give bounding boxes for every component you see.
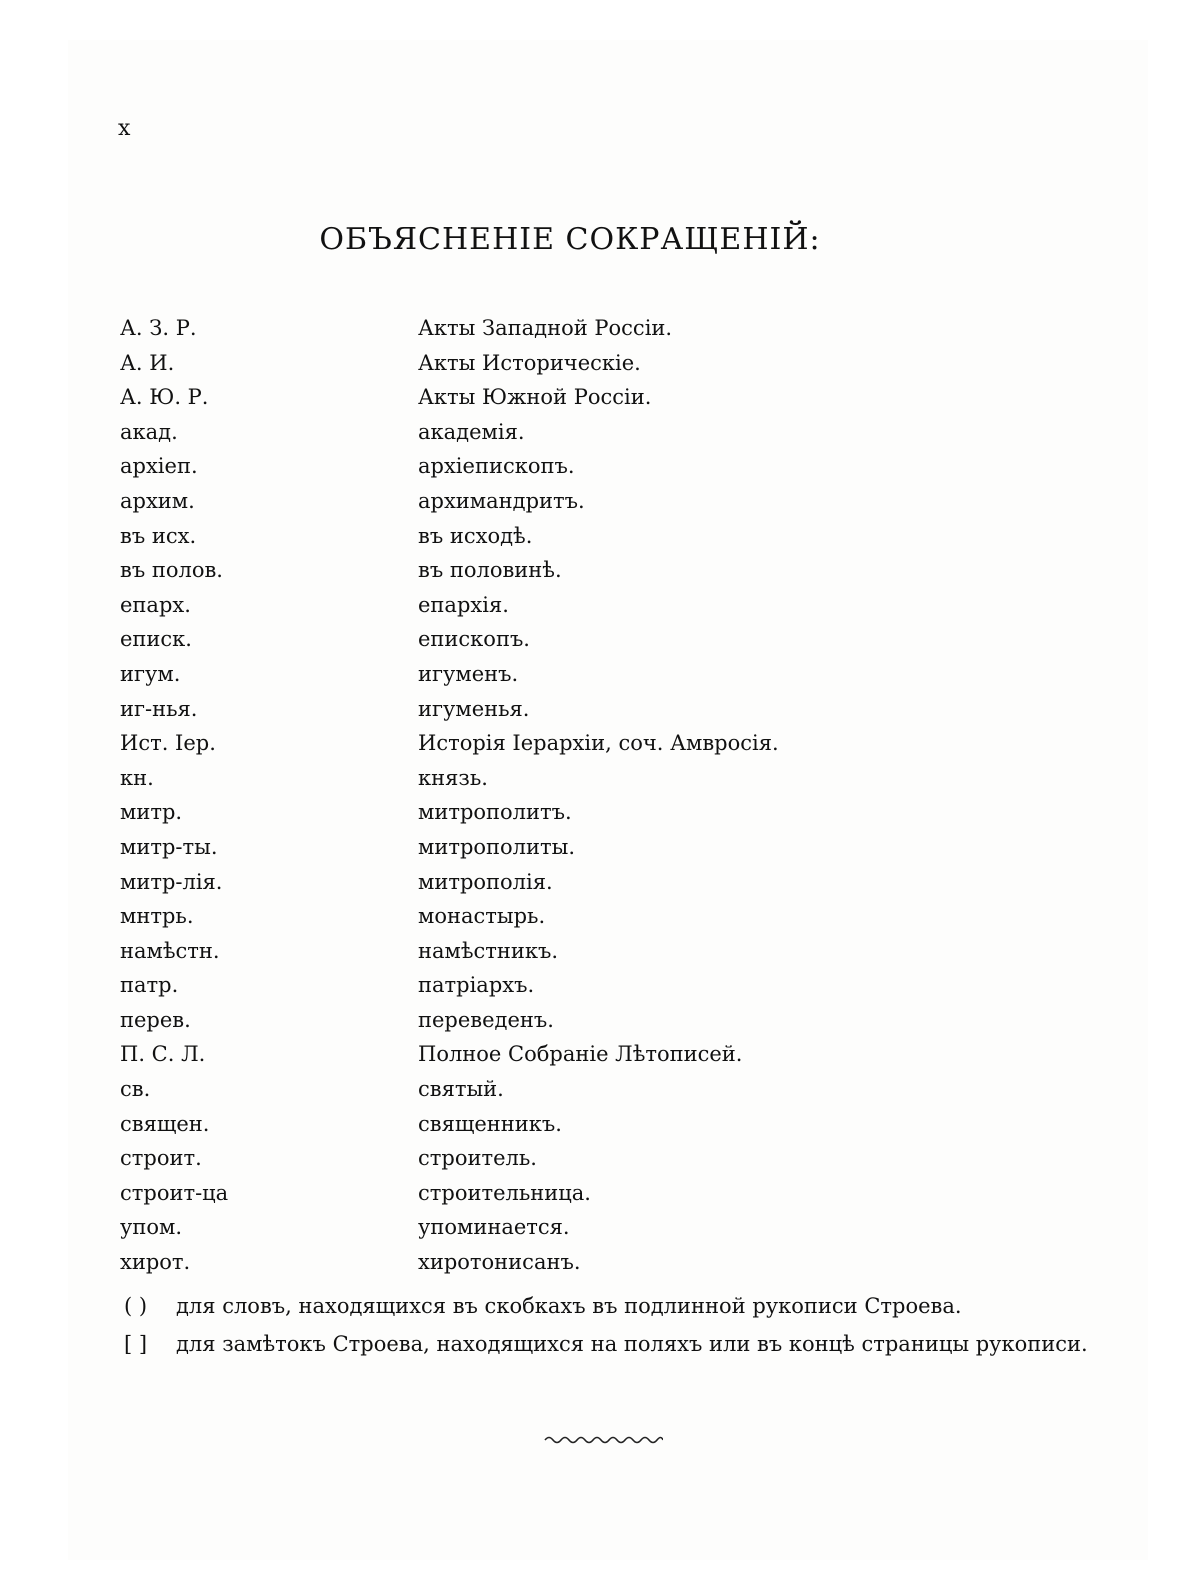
abbreviation: священ. — [120, 1111, 210, 1136]
abbreviation-meaning: игуменъ. — [418, 661, 519, 686]
abbreviation: А. И. — [120, 350, 175, 375]
abbreviation: хирот. — [120, 1250, 191, 1275]
abbreviation: митр-лія. — [120, 869, 223, 894]
abbreviation-meaning: архимандритъ. — [418, 488, 585, 513]
abbreviation: игум. — [120, 661, 181, 686]
abbreviation-meaning: строитель. — [418, 1146, 537, 1171]
abbreviation: мнтрь. — [120, 904, 194, 929]
abbreviation-meaning: князь. — [418, 765, 488, 790]
abbreviation-entry — [120, 622, 1020, 657]
abbreviation-entry — [120, 415, 1020, 450]
bracket-symbol: [ ] — [124, 1332, 148, 1356]
bracket-notes — [124, 1287, 1088, 1363]
abbreviation: строит. — [120, 1146, 202, 1171]
abbreviation-entry — [120, 553, 1020, 588]
abbreviation: А. Ю. Р. — [120, 385, 209, 410]
abbreviation-meaning: патріархъ. — [418, 973, 535, 998]
abbreviation: акад. — [120, 419, 178, 444]
abbreviation-meaning: Исторія Іерархіи, соч. Амвросія. — [418, 731, 779, 756]
bracket-note-text: для замѣтокъ Строева, находящихся на поляхъ или въ концѣ страницы рукописи. — [176, 1332, 1088, 1356]
abbreviation-meaning: переведенъ. — [418, 1007, 554, 1032]
abbreviation-meaning: въ половинѣ. — [418, 558, 562, 583]
abbreviation-entry — [120, 346, 1020, 381]
abbreviation-meaning: Акты Южной Россіи. — [418, 385, 652, 410]
abbreviation: намѣстн. — [120, 938, 220, 963]
abbreviation-entry — [120, 1003, 1020, 1038]
abbreviation-meaning: игуменья. — [418, 696, 530, 721]
abbreviation-entry — [120, 1245, 1020, 1280]
abbreviation-entry — [120, 968, 1020, 1003]
bracket-symbol: ( ) — [124, 1294, 148, 1318]
abbreviation-entry — [120, 519, 1020, 554]
abbreviation-meaning: академія. — [418, 419, 525, 444]
abbreviation-meaning: архіепископъ. — [418, 454, 575, 479]
abbreviation-entry — [120, 899, 1020, 934]
abbreviation-entry — [120, 1072, 1020, 1107]
bracket-note-text: для словъ, находящихся въ скобкахъ въ подлинной рукописи Строева. — [176, 1294, 962, 1318]
wavy-line-ornament-icon — [543, 1432, 663, 1448]
abbreviation-entry — [120, 311, 1020, 346]
abbreviation-entry — [120, 1210, 1020, 1245]
abbreviation-entry — [120, 830, 1020, 865]
abbreviation-meaning: хиротонисанъ. — [418, 1250, 581, 1275]
abbreviation-meaning: упоминается. — [418, 1215, 570, 1240]
abbreviation-meaning: митрополиты. — [418, 834, 576, 859]
abbreviation: св. — [120, 1077, 151, 1102]
abbreviation: упом. — [120, 1215, 183, 1240]
abbreviation-meaning: епископъ. — [418, 627, 530, 652]
abbreviation: архіеп. — [120, 454, 198, 479]
abbreviation: въ исх. — [120, 523, 197, 548]
abbreviation-meaning: святый. — [418, 1077, 504, 1102]
abbreviation-entry — [120, 1176, 1020, 1211]
abbreviation-entry — [120, 934, 1020, 969]
abbreviation-entry — [120, 761, 1020, 796]
abbreviation-entry — [120, 657, 1020, 692]
abbreviation: еписк. — [120, 627, 192, 652]
abbreviation-entry — [120, 484, 1020, 519]
abbreviation: А. З. Р. — [120, 316, 197, 340]
bracket-note — [124, 1287, 1084, 1325]
abbreviation: митр. — [120, 800, 183, 825]
abbreviation: въ полов. — [120, 558, 223, 583]
abbreviation: кн. — [120, 765, 154, 790]
abbreviation-meaning: намѣстникъ. — [418, 938, 559, 963]
abbreviation: строит-ца — [120, 1180, 229, 1205]
abbreviation: П. С. Л. — [120, 1042, 206, 1067]
abbreviation: патр. — [120, 973, 179, 998]
abbreviation-entry — [120, 795, 1020, 830]
abbreviation-meaning: Полное Собраніе Лѣтописей. — [418, 1042, 743, 1067]
abbreviation-entry — [120, 1037, 1020, 1072]
abbreviation-entry — [120, 449, 1020, 484]
abbreviation-meaning: священникъ. — [418, 1111, 562, 1136]
abbreviation-entry — [120, 865, 1020, 900]
abbreviation-meaning: епархія. — [418, 592, 509, 617]
abbreviation-entry — [120, 726, 1020, 761]
abbreviation: перев. — [120, 1007, 191, 1032]
abbreviation-meaning: монастырь. — [418, 904, 546, 929]
abbreviation: иг-нья. — [120, 696, 198, 721]
page-number: x — [118, 116, 131, 141]
abbreviation: епарх. — [120, 592, 191, 617]
abbreviation-list — [120, 311, 1020, 1280]
abbreviation: Ист. Іер. — [120, 731, 216, 756]
abbreviation-meaning: Акты Историческіе. — [418, 350, 641, 375]
abbreviation-entry — [120, 1141, 1020, 1176]
abbreviation-entry — [120, 1107, 1020, 1142]
abbreviation-meaning: митрополитъ. — [418, 800, 572, 825]
abbreviation-meaning: Акты Западной Россіи. — [418, 316, 673, 340]
abbreviation-meaning: въ исходѣ. — [418, 523, 533, 548]
abbreviation-entry — [120, 380, 1020, 415]
page-title: ОБЪЯСНЕНІЕ СОКРАЩЕНІЙ: — [319, 222, 821, 257]
bracket-note — [124, 1325, 1088, 1363]
abbreviation: архим. — [120, 488, 195, 513]
abbreviation-entry — [120, 588, 1020, 623]
abbreviation-meaning: строительница. — [418, 1180, 591, 1205]
abbreviation-meaning: митрополія. — [418, 869, 553, 894]
abbreviation: митр-ты. — [120, 834, 218, 859]
abbreviation-entry — [120, 692, 1020, 727]
